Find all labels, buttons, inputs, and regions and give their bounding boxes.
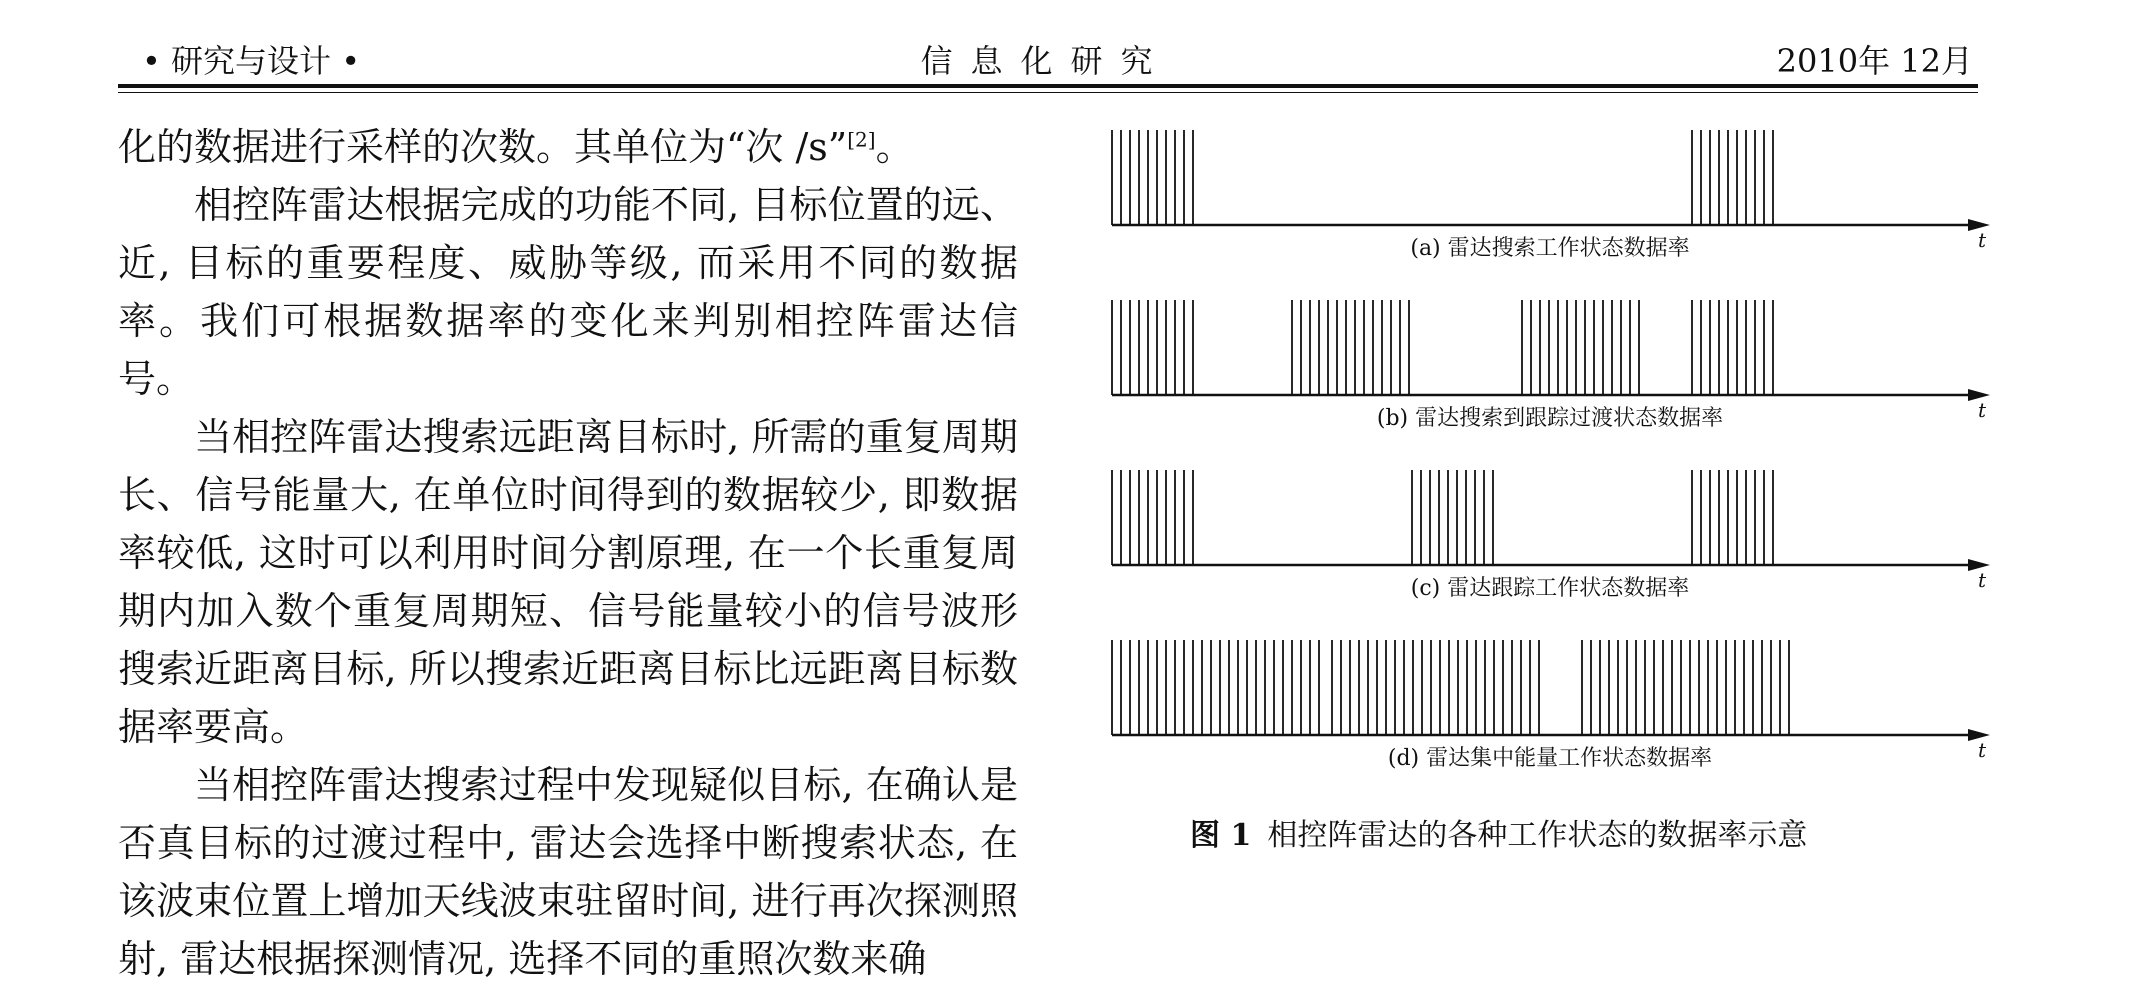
panel-c-label: (c) 雷达跟踪工作状态数据率 xyxy=(1410,576,1690,601)
journal-title: 信息化研究 xyxy=(920,42,1171,80)
panel-d-t-label: t xyxy=(1978,738,1987,762)
panel-c-t-label: t xyxy=(1978,568,1987,592)
panel-b-t-label: t xyxy=(1978,398,1987,422)
issue-date: 2010年 12月 xyxy=(1776,42,1973,80)
panel-d-label: (d) 雷达集中能量工作状态数据率 xyxy=(1387,746,1713,771)
figure-caption xyxy=(1190,810,1807,854)
paragraph-3: 当相控阵雷达搜索远距离目标时, 所需的重复周期长、信号能量大, 在单位时间得到的数据较少, 即数据率较低, 这时可以利用时间分割原理, 在一个长重复周期内加入数个重复周期短、信号能量较小的信号波形搜索近距离目标, 所以搜索近距离目标比远距离目标数据率要高。 xyxy=(118,415,1018,749)
panel-b-label: (b) 雷达搜索到跟踪过渡状态数据率 xyxy=(1376,406,1724,431)
citation-ref[interactable]: [2] xyxy=(847,127,876,152)
paragraph-1: 化的数据进行采样的次数。其单位为“次 /s”[2]。 xyxy=(118,125,914,169)
header-rule-thick xyxy=(118,84,1978,88)
body-column xyxy=(118,118,1018,988)
paragraph-4: 当相控阵雷达搜索过程中发现疑似目标, 在确认是否真目标的过渡过程中, 雷达会选择中断搜索状态, 在该波束位置上增加天线波束驻留时间, 进行再次探测照射, 雷达根据探测情况, 选择不同的重照次数来确 xyxy=(118,763,1018,981)
section-label: • 研究与设计 • xyxy=(142,42,361,80)
figure-caption-text: 相控阵雷达的各种工作状态的数据率示意 xyxy=(1267,818,1808,853)
header-rule-thin xyxy=(118,92,1978,93)
pulse-diagram xyxy=(1070,110,2070,900)
panel-a-label: (a) 雷达搜索工作状态数据率 xyxy=(1410,236,1690,261)
paragraph-2: 相控阵雷达根据完成的功能不同, 目标位置的远、近, 目标的重要程度、威胁等级, 而采用不同的数据率。我们可根据数据率的变化来判别相控阵雷达信号。 xyxy=(118,183,1018,401)
figure-1 xyxy=(1070,110,2070,900)
page-header xyxy=(118,28,1973,78)
figure-number: 图 1 xyxy=(1190,818,1252,853)
panel-a-t-label: t xyxy=(1978,228,1987,252)
